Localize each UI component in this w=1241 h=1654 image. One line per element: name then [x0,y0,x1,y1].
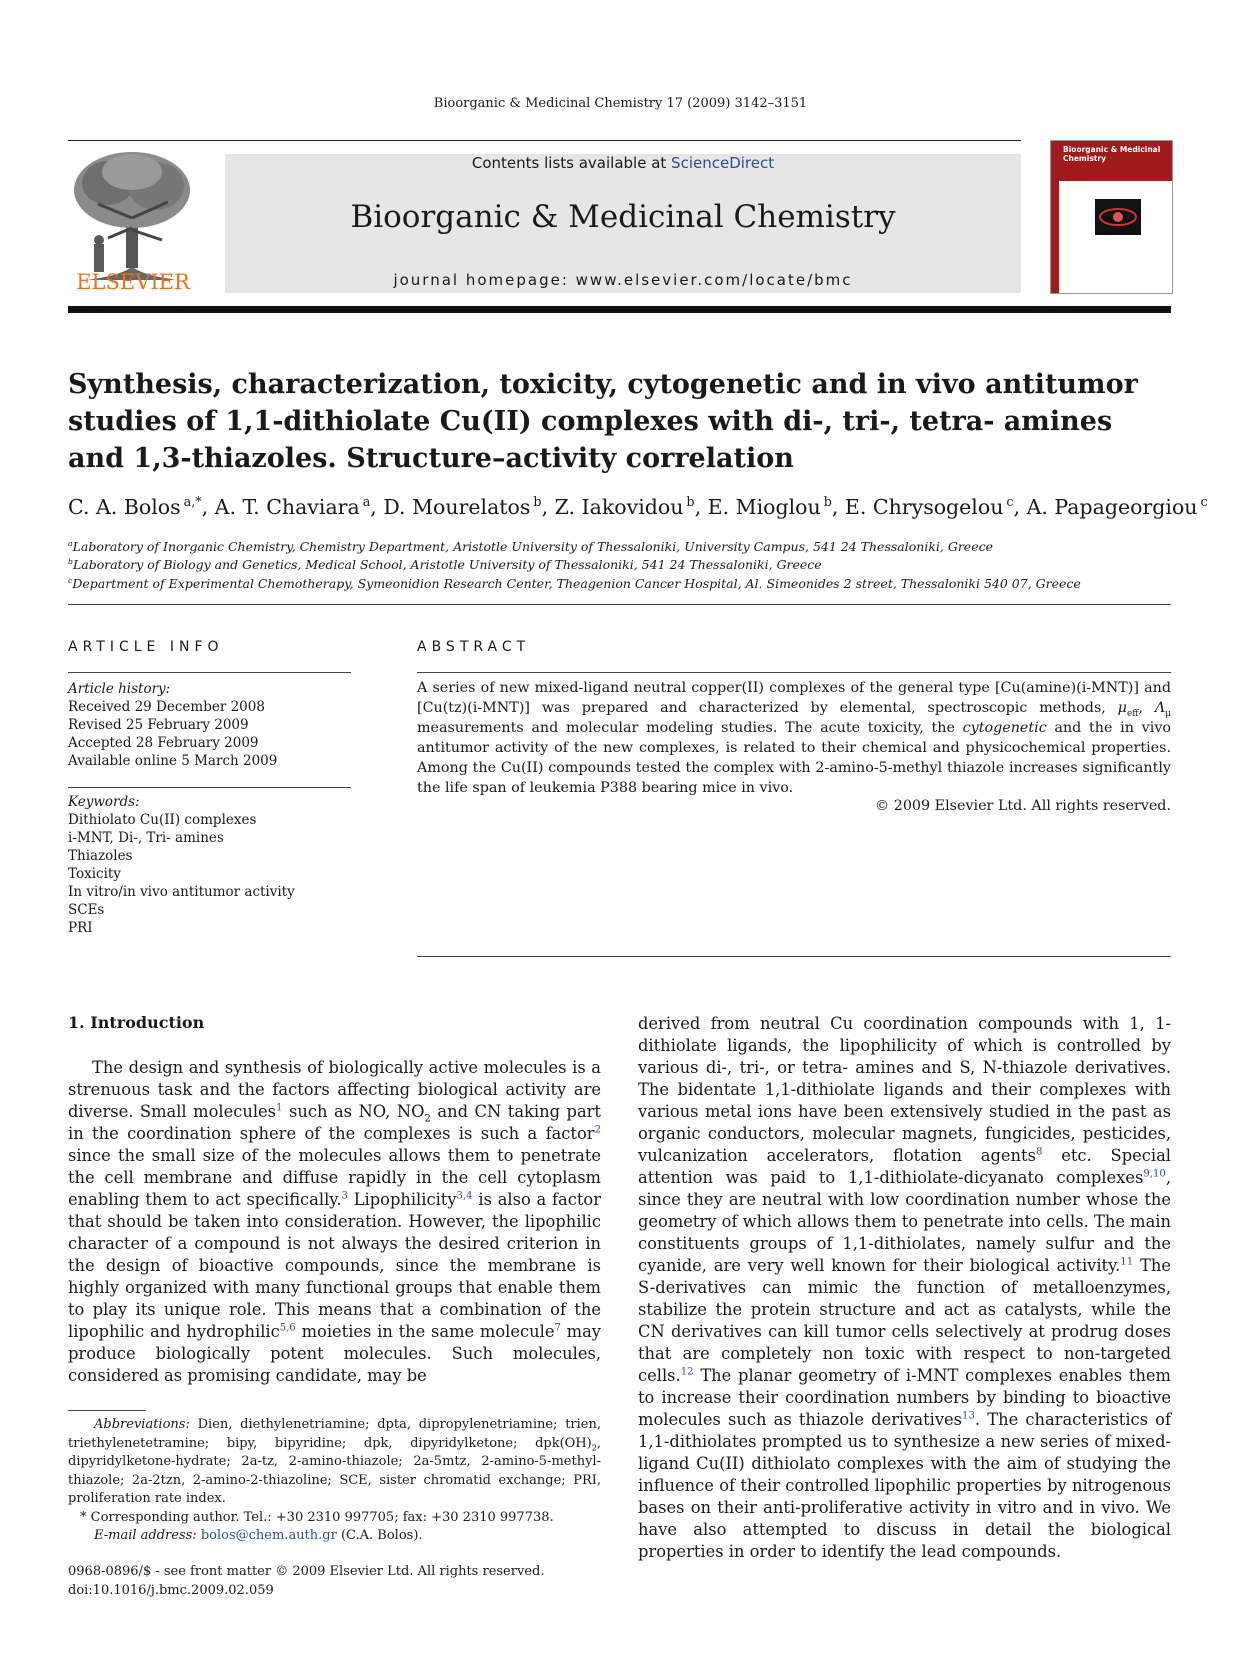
reference-link[interactable]: 3 [341,1190,348,1202]
author-name: C. A. Bolos [68,495,181,519]
author-affiliation-mark: c [1200,494,1208,510]
affiliation-text: Laboratory of Biology and Genetics, Medical School, Aristotle University of Thessaloniki, 541 24 Thessaloniki, Greece [72,557,822,572]
journal-homepage[interactable]: journal homepage: www.elsevier.com/locate/bmc [393,271,853,289]
author-separator: , [1013,495,1027,519]
author-name: A. T. Chaviara [214,495,360,519]
elsevier-logo [68,148,198,296]
publisher-name: ELSEVIER [76,270,190,294]
history-revised: Revised 25 February 2009 [68,717,249,733]
author-name: Z. Iakovidou [554,495,684,519]
abstract-end-rule [417,956,1171,957]
reference-link[interactable]: 9,10 [1143,1168,1166,1180]
author-separator: , [831,495,845,519]
sciencedirect-link[interactable]: ScienceDirect [671,154,775,172]
reference-link[interactable]: 12 [680,1366,694,1378]
affiliation-mark: b [68,556,73,566]
author-affiliation-mark: b [533,494,542,510]
molecule-icon [1095,199,1141,235]
reference-link[interactable]: 7 [554,1322,561,1334]
keyword-item: Thiazoles [68,848,133,864]
intro-text: The design and synthesis of biologically active molecules is a strenuous task and the factors affecting biological activity are diverse. Small molecules [68,1058,601,1121]
header-rule [68,140,1021,141]
abstract-part: A series of new mixed-ligand neutral copper(II) complexes of the general type [Cu(amine)(i-MNT)] and [Cu(tz)(i-MNT)] was prepared and characterized by elemental, spectroscopic methods, [417,680,1171,716]
abstract-part: , [1138,700,1155,716]
corresponding-footnote [68,1509,601,1528]
abbreviations-label: Abbreviations: [94,1417,190,1432]
author-affiliation-mark: b [823,494,832,510]
reference-link[interactable]: 13 [962,1410,975,1422]
history-online: Available online 5 March 2009 [68,753,278,769]
front-matter-line: 0968-0896/$ - see front matter © 2009 Elsevier Ltd. All rights reserved. [68,1564,545,1579]
article-info-heading: ARTICLE INFO [68,639,224,655]
abstract-copyright: © 2009 Elsevier Ltd. All rights reserved. [874,798,1171,814]
history-received: Received 29 December 2008 [68,699,265,715]
reference-link[interactable]: 11 [1120,1256,1134,1268]
header-thick-rule [68,306,1171,313]
cover-image [1095,199,1141,235]
keywords-label: Keywords: [68,794,140,810]
intro-text: . The characteristics of 1,1-dithiolates prompted us to synthesize a new series of mixed-ligand Cu(II) dithiolato complexes with the aim of studying the influence of their controlled lipophilic properties by nitrogenous bases on their anti-proliferative activity in vitro and in vivo. We have also attempted to discuss in detail the biological properties in order to identify the lead compounds. [638,1410,1171,1561]
history-label: Article history: [68,681,171,697]
author-affiliation-mark: a,* [183,494,202,510]
reference-link[interactable]: 8 [1035,1146,1043,1158]
article-title: Synthesis, characterization, toxicity, cytogenetic and in vivo antitumor studies of 1,1-dithiolate Cu(II) complexes with di-, tri-, tetra- amines and 1,3-thiazoles. Structure–activity correlation [68,369,1138,474]
intro-text: such as NO, NO [282,1102,425,1121]
footnote-text: , dipyridylketone-hydrate; 2a-tz, 2-amino-thiazole; 2a-5mtz, 2-amino-5-methyl-thiazole; 2a-2tzn, 2-amino-2-thiazoline; SCE, sister chromatid exchange; PRI, proliferation rate index. [68,1435,601,1506]
mu-symbol: μ [1117,700,1127,716]
keyword-item: In vitro/in vivo antitumor activity [68,884,295,900]
intro-text: Lipophilicity [347,1190,457,1209]
author-separator: , [541,495,555,519]
footnote-star: * [80,1509,87,1525]
contents-line [225,154,1021,172]
contents-prefix: Contents lists available at [471,154,672,172]
intro-text: The S-derivatives can mimic the function of metalloenzymes, stabilize the protein structure and act as catalysts, while the CN derivatives can kill tumor cells selectively at prodrug doses that are completely non toxic with respect to non-targeted cells. [638,1256,1171,1385]
author-affiliation-mark: c [1006,494,1014,510]
abstract-rule [417,672,1171,673]
lambda-symbol: Λ [1154,700,1166,716]
abbreviations-footnote [68,1416,601,1509]
lambda-subscript: μ [1165,708,1171,719]
footnote-rule [68,1410,146,1411]
keywords-rule [68,787,351,788]
email-footnote [68,1527,601,1546]
keyword-item: i-MNT, Di-, Tri- amines [68,830,224,846]
affiliation-rule [68,604,1171,605]
intro-text: etc. Special attention was paid to 1,1-dithiolate-dicyanato complexes [638,1146,1171,1187]
intro-text: is also a factor that should be taken into consideration. However, the lipophilic character of a compound is not always the desired criterion in the design of bioactive compounds, since the membrane is highly organized with many functional groups that enable them to play its unique role. This means that a combination of the lipophilic and hydrophilic [68,1190,601,1341]
intro-text: since the small size of the molecules allows them to penetrate the cell membrane and diffuse rapidly in the cell cytoplasm enabling them to act specifically. [68,1146,601,1209]
abstract-text [417,678,1171,798]
abstract-italic: cytogenetic [962,720,1047,736]
affiliation-text: Department of Experimental Chemotherapy, Symeonidion Research Center, Theagenion Cancer Hospital, Al. Simeonides 2 street, Thessaloniki 540 07, Greece [72,576,1081,591]
footnote-text: Corresponding author. Tel.: +30 2310 997705; fax: +30 2310 997738. [86,1509,554,1525]
keyword-item: SCEs [68,902,105,918]
keyword-item: Dithiolato Cu(II) complexes [68,812,257,828]
affiliation-a [68,539,1178,554]
author-affiliation-mark: a [362,494,371,510]
subscript: 2 [591,1443,597,1453]
author-name: E. Chrysogelou [844,495,1004,519]
article-history [68,680,277,770]
keywords [68,793,295,937]
reference-link[interactable]: 5,6 [279,1322,296,1334]
affiliation-b [68,557,1178,572]
intro-text: may produce biologically potent molecules. Such molecules, considered as promising candidate, may be [68,1322,601,1385]
mu-subscript: eff [1126,708,1139,719]
footnote-text: Dien, diethylenetriamine; dpta, dipropylenetriamine; trien, triethylenetetramine; bipy, bipyridine; dpk, dipyridylketone; dpk(OH) [68,1417,601,1451]
affiliation-text: Laboratory of Inorganic Chemistry, Chemistry Department, Aristotle University of Thessaloniki, University Campus, 541 24 Thessaloniki, Greece [72,539,993,554]
reference-link[interactable]: 1 [276,1102,283,1114]
intro-right-column [638,1013,1171,1563]
doi-line[interactable]: doi:10.1016/j.bmc.2009.02.059 [68,1582,274,1598]
keyword-item: PRI [68,920,93,936]
journal-cover [1050,140,1173,294]
affiliation-mark: c [68,575,73,585]
intro-text: derived from neutral Cu coordination compounds with 1, 1-dithiolate ligands, the lipophilicity of which is controlled by various di-, tri-, or tetra- amines and S, N-thiazole derivatives. The bidentate 1,1-dithiolate ligands and their complexes with various metal ions have been extensively studied in the past as organic conductors, molecular magnets, fungicides, pesticides, vulcanization accelerators, flotation agents [638,1014,1171,1165]
abstract-part: and the in vivo antitumor activity of the new complexes, is related to their chemical and physicochemical properties. Among the Cu(II) compounds tested the complex with 2-amino-5-methyl thiazole increases significantly the life span of leukemia P388 bearing mice in vivo. [417,720,1171,796]
intro-text: and CN taking part in the coordination sphere of the complexes is such a factor [68,1102,601,1143]
page-footer [68,1563,544,1600]
footnotes [68,1416,601,1546]
intro-text: moieties in the same molecule [295,1322,555,1341]
author-affiliation-mark: b [686,494,695,510]
author-separator: , [694,495,708,519]
keyword-item: Toxicity [68,866,121,882]
cover-spine [1051,141,1059,293]
email-label: E-mail address: [94,1528,197,1543]
journal-name: Bioorganic & Medicinal Chemistry [350,199,896,235]
subscript: 2 [424,1113,431,1125]
intro-text: , since they are neutral with low coordination number whose the geometry of which allows them to penetrate into cells. The main constituents groups of 1,1-dithiolates, namely sulfur and the cyanide, are very well known for their biological activity. [638,1168,1171,1275]
author-name: A. Papageorgiou [1026,495,1198,519]
affiliation-c [68,576,1178,591]
abstract-heading: ABSTRACT [417,639,531,655]
author-name: E. Mioglou [707,495,821,519]
intro-left-column [68,1057,601,1387]
author-name: D. Mourelatos [383,495,531,519]
journal-reference: Bioorganic & Medicinal Chemistry 17 (2009) 3142–3151 [433,96,808,111]
author-separator: , [370,495,384,519]
cover-title: Bioorganic & Medicinal Chemistry [1063,145,1161,163]
journal-banner [225,154,1021,293]
affiliation-mark: a [68,538,73,548]
intro-text: The planar geometry of i-MNT complexes enables them to increase their coordination numbers by binding to bioactive molecules such as thiazole derivatives [638,1366,1171,1429]
abstract-part: measurements and molecular modeling studies. The acute toxicity, the [417,720,963,736]
author-separator: , [201,495,215,519]
reference-link[interactable]: 2 [594,1124,601,1136]
article-info-rule [68,672,351,673]
introduction-heading: 1. Introduction [68,1013,205,1032]
history-accepted: Accepted 28 February 2009 [68,735,259,751]
footnote-text: (C.A. Bolos). [336,1528,423,1543]
author-list [68,494,1208,519]
reference-link[interactable]: 3,4 [456,1190,473,1202]
email-link[interactable]: bolos@chem.auth.gr [200,1528,337,1543]
